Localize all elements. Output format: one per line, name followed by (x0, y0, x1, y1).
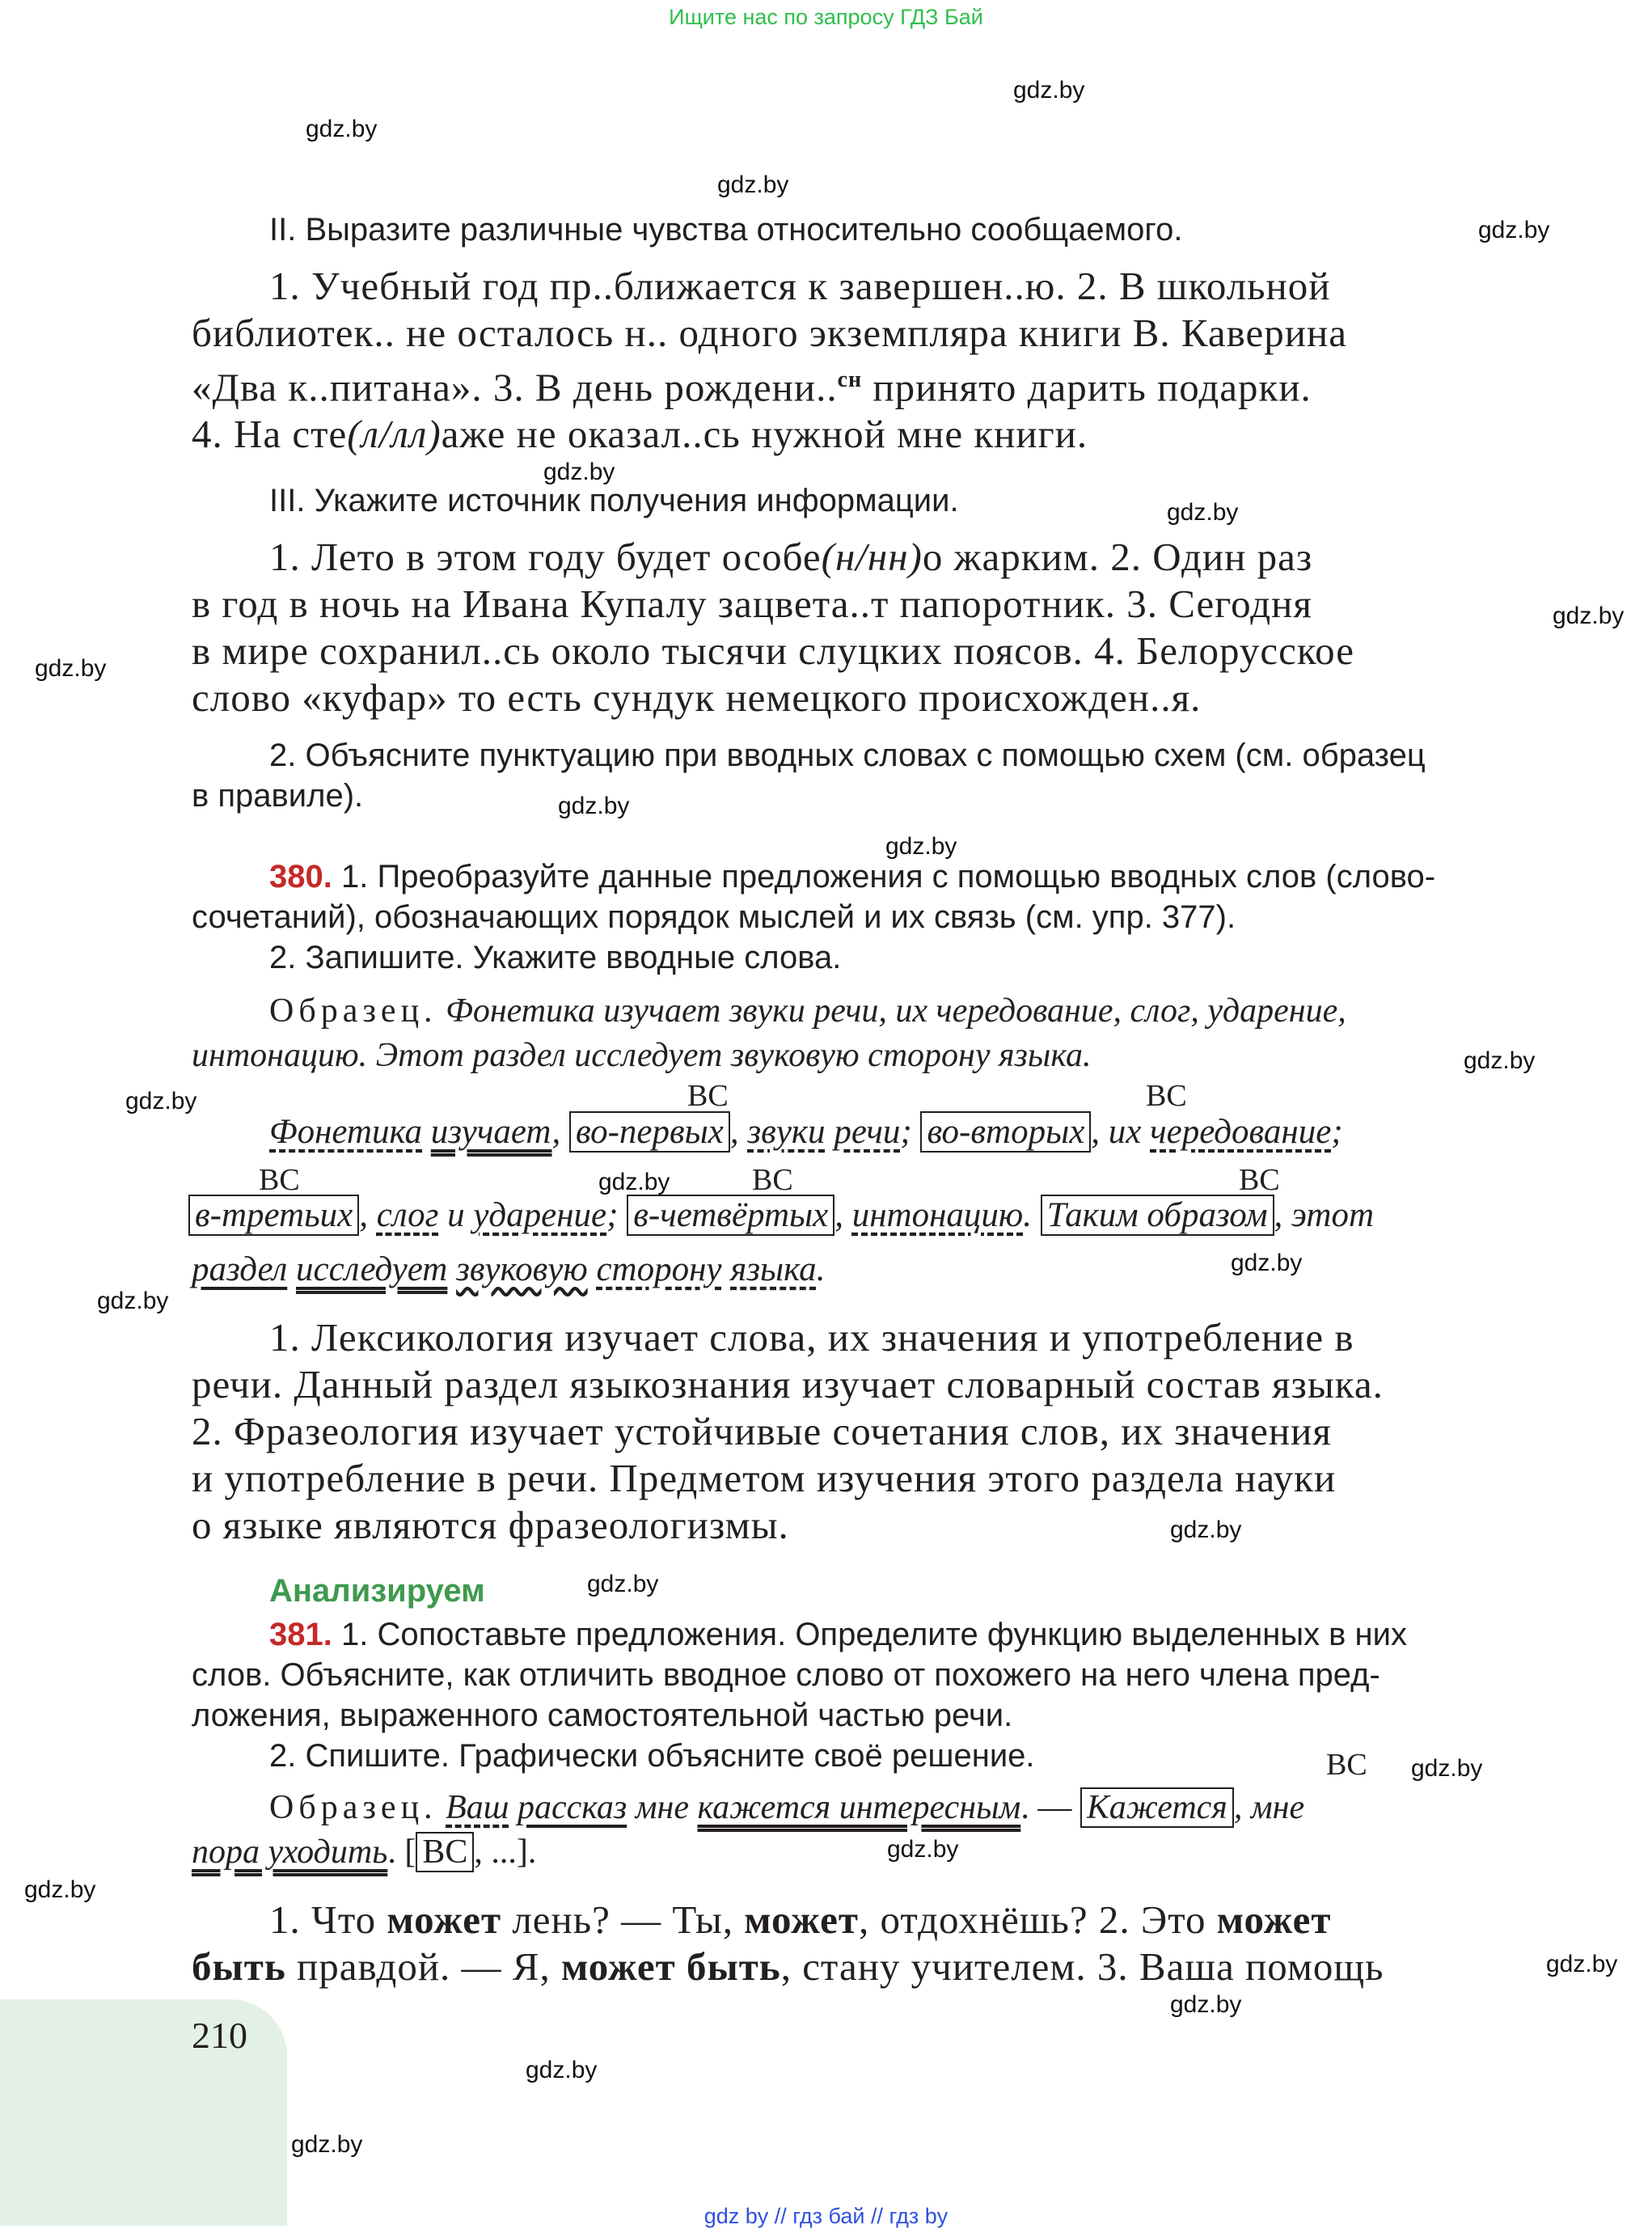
exercise-381-line: 2. Спишите. Графически объясните своё решение. (269, 1738, 1035, 1774)
scheme-line: в-третьих , слог и ударение; в-четвёртых , интонацию. Таким образом , этот (188, 1195, 1374, 1235)
intro-word-box: в-третьих (188, 1195, 359, 1236)
top-banner[interactable]: Ищите нас по запросу ГДЗ Бай (669, 5, 983, 29)
watermark: gdz.by (543, 459, 615, 485)
text-line: 1. Лето в этом году будет особе(н/нн)о жарким. 2. Один раз (269, 535, 1313, 579)
text-line: «Два к..питана». 3. В день рождени..$^{сн}$ принято дарить подарки. (192, 365, 1312, 410)
exercise-number: 381. (269, 1617, 332, 1652)
text-line: о языке являются фразеологизмы. (192, 1503, 789, 1547)
task-iii: III. Укажите источник получения информации. (269, 483, 959, 518)
intro-word-box: Кажется (1080, 1787, 1234, 1828)
exercise-380-line: 380. 1. Преобразуйте данные предложения с помощью вводных слов (слово- (269, 859, 1436, 895)
watermark: gdz.by (1553, 603, 1625, 629)
text-line: в год в ночь на Ивана Купалу зацвета..т папоротник. 3. Сегодня (192, 582, 1312, 626)
watermark: gdz.by (1411, 1755, 1483, 1782)
vc-label: ВС (752, 1163, 793, 1197)
exercise-381-line: слов. Объясните, как отличить вводное слово от похожего на него члена пред- (192, 1657, 1380, 1693)
exercise-380-text (192, 1314, 1526, 1549)
scheme-line: Фонетика изучает, во-первых , звуки речи; во-вторых , их чередование; (269, 1113, 1343, 1151)
watermark: gdz.by (526, 2057, 598, 2083)
text-line: библиотек.. не осталось н.. одного экземпляра книги В. Каверина (192, 311, 1347, 355)
intro-word-box: ВС (416, 1832, 474, 1872)
exercise-380-line: 2. Запишите. Укажите вводные слова. (269, 940, 842, 975)
exercise-number: 380. (269, 859, 332, 895)
exercise-381-line: 381. 1. Сопоставьте предложения. Определите функцию выделенных в них (269, 1617, 1407, 1652)
task-2-line: 2. Объясните пунктуацию при вводных словах с помощью схем (см. образец (269, 738, 1426, 773)
vc-label: ВС (259, 1163, 300, 1197)
exercise-381-text (192, 1897, 1526, 1990)
text-line: и употребление в речи. Предметом изучения этого раздела науки (192, 1456, 1337, 1500)
text-line: 2. Фразеология изучает устойчивые сочетания слов, их значения (192, 1409, 1332, 1453)
section-iii-text (192, 534, 1526, 721)
watermark: gdz.by (1464, 1047, 1536, 1074)
watermark: gdz.by (885, 833, 957, 860)
watermark: gdz.by (306, 116, 378, 142)
sample-line: интонацию. Этот раздел исследует звуковую сторону языка. (192, 1037, 1092, 1074)
vc-label: ВС (1146, 1079, 1187, 1113)
watermark: gdz.by (717, 171, 789, 198)
watermark: gdz.by (1231, 1250, 1303, 1276)
task-ii: II. Выразите различные чувства относительно сообщаемого. (269, 212, 1183, 247)
task-2-line: в правиле). (192, 778, 364, 814)
watermark: gdz.by (35, 655, 107, 682)
vc-label: ВС (1326, 1748, 1367, 1782)
page-number: 210 (192, 2015, 247, 2056)
text-line: 1. Что может лень? — Ты, может, отдохнёшь? 2. Это может (269, 1897, 1332, 1942)
text-line: в мире сохранил..сь около тысячи слуцких поясов. 4. Белорусское (192, 628, 1355, 673)
vc-label: ВС (687, 1079, 729, 1113)
text-line: быть правдой. — Я, может быть, стану учителем. 3. Ваша помощь (192, 1944, 1384, 1989)
text-line: 1. Лексикология изучает слова, их значения и употребление в (269, 1315, 1354, 1360)
watermark: gdz.by (558, 793, 630, 819)
section-heading: Анализируем (269, 1573, 485, 1609)
watermark: gdz.by (291, 2131, 363, 2158)
watermark: gdz.by (1013, 77, 1085, 104)
exercise-380-line: сочетаний), обозначающих порядок мыслей и их связь (см. упр. 377). (192, 899, 1236, 935)
watermark: gdz.by (125, 1088, 197, 1114)
vc-label: ВС (1239, 1163, 1280, 1197)
watermark: gdz.by (1478, 217, 1550, 243)
footer-links[interactable]: gdz by // гдз бай // гдз by (703, 2204, 949, 2228)
text-line: 1. Учебный год пр..ближается к завершен..ю. 2. В школьной (269, 264, 1331, 308)
watermark: gdz.by (24, 1876, 96, 1903)
watermark: gdz.by (598, 1169, 670, 1195)
intro-word-box: в-четвёртых (627, 1195, 834, 1236)
section-ii-text (192, 263, 1526, 458)
exercise-381-line: ложения, выраженного самостоятельной частью речи. (192, 1698, 1013, 1733)
intro-word-box: во-вторых (920, 1111, 1091, 1153)
intro-word-box: Таким образом (1041, 1195, 1274, 1236)
sample-line: Образец. Фонетика изучает звуки речи, их чередование, слог, ударение, (269, 992, 1346, 1030)
watermark: gdz.by (1170, 1516, 1242, 1543)
text-line: слово «куфар» то есть сундук немецкого происхожден..я. (192, 675, 1202, 720)
intro-word-box: во-первых (569, 1111, 730, 1153)
sample-line: Образец. Ваш рассказ мне кажется интересным. — Кажется , мне (269, 1789, 1305, 1826)
text-line: речи. Данный раздел языкознания изучает словарный состав языка. (192, 1362, 1384, 1406)
watermark: gdz.by (1546, 1951, 1618, 1977)
text-line: 4. На сте(л/лл)аже не оказал..сь нужной мне книги. (192, 412, 1088, 457)
watermark: gdz.by (587, 1571, 659, 1597)
watermark: gdz.by (1167, 499, 1239, 526)
watermark: gdz.by (887, 1836, 959, 1863)
superscript: сн (837, 367, 863, 392)
sample-line: пора уходить. [ ВС , ...]. (192, 1834, 537, 1871)
watermark: gdz.by (97, 1288, 169, 1314)
scheme-line: раздел исследует звуковую сторону языка. (192, 1250, 826, 1288)
watermark: gdz.by (1170, 1991, 1242, 2018)
